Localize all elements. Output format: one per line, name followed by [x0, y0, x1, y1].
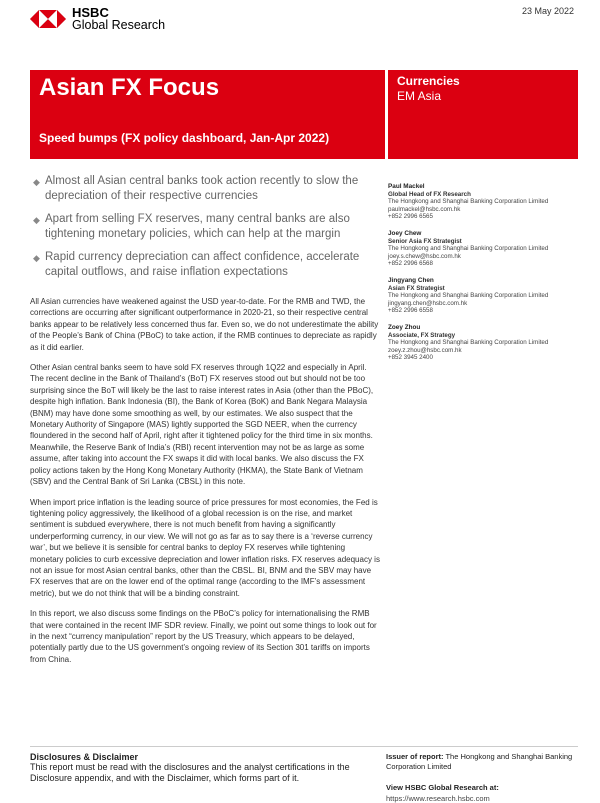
footer-divider [30, 746, 578, 747]
key-point [30, 212, 385, 242]
report-subtitle: Speed bumps (FX policy dashboard, Jan-Apr 2022) [39, 131, 330, 145]
analyst-company: The Hongkong and Shanghai Banking Corporation Limited [388, 245, 549, 253]
hsbc-hexagon-icon [30, 10, 66, 28]
issuer-label: Issuer of report: [386, 752, 444, 761]
key-point-text: Rapid currency depreciation can affect confidence, accelerate capital outflows, and raise inflation expectations [45, 251, 360, 278]
analyst-email[interactable]: joey.s.chew@hsbc.com.hk [388, 252, 461, 260]
analyst-name: Paul Mackel [388, 183, 425, 190]
analyst-name: Zoey Zhou [388, 323, 421, 331]
disclosure-section [30, 752, 370, 784]
diamond-bullet-icon: ◆ [33, 177, 40, 187]
report-body [30, 296, 380, 674]
hsbc-logo [30, 6, 165, 32]
report-date: 23 May 2022 [521, 6, 574, 16]
key-points-list [30, 174, 385, 288]
category-box [388, 70, 578, 159]
analyst-email[interactable]: paulmackel@hsbc.com.hk [388, 205, 461, 213]
body-paragraph: In this report, we also discuss some findings on the PBoC’s policy for internationalising the RMB that were contained in the recent IMF SDR review. Finally, we point out some things to look out for in the next “currency manipulation” report by the US Treasury, which appears to be delayed, potentially partly due to the US government’s ongoing review of its Section 301 tariffs on imports from China. [30, 609, 377, 664]
title-banner [30, 70, 385, 159]
disclosure-text: This report must be read with the disclosures and the analyst certifications in the Disclosure appendix, and with the Disclaimer, which forms part of it. [30, 762, 350, 783]
analyst-email[interactable]: jingyang.chen@hsbc.com.hk [388, 299, 468, 307]
analyst-list [388, 183, 588, 371]
disclosure-heading: Disclosures & Disclaimer [30, 752, 139, 762]
analyst-name: Jingyang Chen [388, 276, 434, 284]
analyst-role: Asian FX Strategist [388, 284, 445, 292]
body-paragraph: Other Asian central banks seem to have sold FX reserves through 1Q22 and especially in April. The recent decline in the Bank of Thailand’s (BoT) FX reserves stood out but should not be too surprising since the BoT will likely be the last to raise interest rates in Asia (other than the PBoC), despite high inflation. Bank Indonesia (BI), the Bank of Korea (BoK) and Bank Negara Malaysia (BNM) may have done some smoothing as well, by our estimates. We also suspect that the Monetary Authority of Singapore (MAS) lightly supported the SGD NEER, when the currency floundered in the second half of April, right after it tightened policy for the third time in six months. Meanwhile, the Reserve Bank of India’s (RBI) recent intervention may not be as large as some assume, after taking into account the FX swaps it did with local banks. We also discuss the FX policy actions taken by the Hong Kong Monetary Authority (HKMA), the State Bank of Vietnam (SBV) and the Central Bank of Sri Lanka (CBSL) in this note. [30, 363, 374, 487]
key-point-text: Apart from selling FX reserves, many central banks are also tightening monetary policies, which can help at the margin [45, 213, 350, 240]
diamond-bullet-icon: ◆ [33, 215, 40, 225]
analyst-phone: +852 2996 6568 [388, 260, 433, 268]
issuer-value: The Hongkong and Shanghai Banking Corporation Limited [386, 752, 573, 771]
report-title: Asian FX Focus [39, 74, 220, 101]
logo-brand: HSBC [72, 5, 109, 20]
logo-subtitle: Global Research [72, 18, 166, 32]
analyst-role: Associate, FX Strategy [388, 331, 456, 339]
analyst-phone: +852 2996 6558 [388, 307, 433, 315]
analyst-email[interactable]: zoey.z.zhou@hsbc.com.hk [388, 346, 462, 354]
body-paragraph: When import price inflation is the leading source of price pressures for most economies, the Fed is tightening policy aggressively, the likelihood of a global recession is on the rise, and market sentiment is subdued everywhere, there is not much benefit from having a significantly underperforming currency, in our view. We will not go as far as to say there is a ‘reverse currency war’, but we believe it is sensible for central banks to deploy FX reserves while tightening monetary policies to curb excessive depreciation and lower inflation risks. FX reserves adequacy is not an issue for most Asian central banks, other than the CBSL. BI, BNM and the SBV may have FX reserves that are on the lower end of the optimal range (according to the IMF’s assessment metric), but we do not think that will be a binding constraint. [30, 497, 380, 598]
analyst-company: The Hongkong and Shanghai Banking Corporation Limited [388, 339, 549, 347]
view-research-label: View HSBC Global Research at: [386, 783, 499, 792]
analyst-card [388, 277, 588, 315]
analyst-name: Joey Chew [388, 229, 422, 237]
analyst-company: The Hongkong and Shanghai Banking Corporation Limited [388, 292, 549, 300]
research-url-link[interactable]: https://www.research.hsbc.com [386, 794, 490, 803]
analyst-role: Global Head of FX Research [388, 190, 471, 198]
analyst-phone: +852 2996 6565 [388, 213, 433, 221]
category-label: Currencies [397, 74, 460, 88]
diamond-bullet-icon: ◆ [33, 253, 40, 263]
analyst-phone: +852 3945 2400 [388, 354, 433, 362]
body-paragraph: All Asian currencies have weakened against the USD year-to-date. For the RMB and TWD, the corrections are occurring after significant outperformance in 2020-21, so their respective central banks appear to be relatively less concerned thus far. Even so, we do not underestimate the ability of the People’s Bank of China (PBoC) to take action, if the RMB continues to depreciate as rapidly as it did earlier. [30, 297, 379, 352]
analyst-card [388, 230, 588, 268]
key-point-text: Almost all Asian central banks took action recently to slow the depreciation of their respective currencies [45, 175, 359, 202]
analyst-card [388, 324, 588, 362]
analyst-role: Senior Asia FX Strategist [388, 237, 462, 245]
subcategory-label: EM Asia [397, 89, 442, 103]
key-point [30, 174, 385, 204]
key-point [30, 250, 385, 280]
issuer-info [386, 752, 586, 772]
analyst-company: The Hongkong and Shanghai Banking Corporation Limited [388, 198, 549, 206]
analyst-card [388, 183, 588, 221]
